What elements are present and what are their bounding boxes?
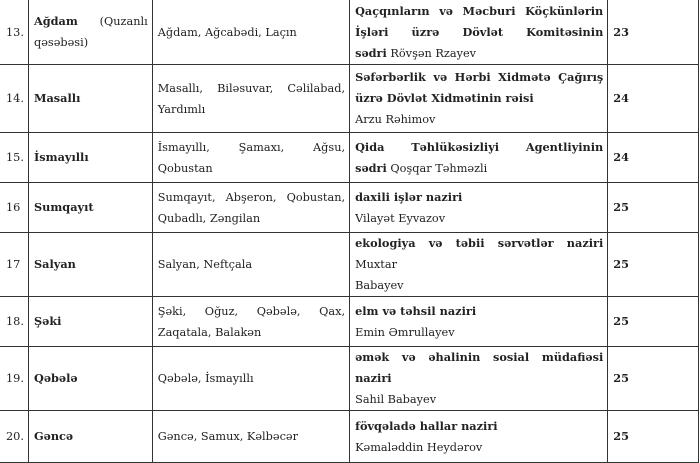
districts-cell — [152, 183, 349, 233]
page-number: 24 — [608, 65, 699, 133]
official-title: üzrə Dövlət Xidmətinin rəisi — [355, 91, 534, 105]
city-name: İsmayıllı — [28, 133, 152, 183]
city-name: Masallı — [28, 65, 152, 133]
city-name: Şəki — [28, 297, 152, 347]
official-title: sədri — [355, 45, 387, 60]
districts-line: Zaqatala, Balakən — [157, 325, 262, 339]
official-cell — [350, 411, 608, 463]
city-name: Salyan — [28, 233, 152, 297]
districts-cell — [152, 297, 349, 347]
official-name: Muxtar — [355, 258, 397, 271]
city-name: Gəncə — [28, 411, 152, 463]
table-row — [0, 347, 699, 411]
official-cell — [350, 133, 608, 183]
official-cell — [350, 0, 608, 65]
table-row — [0, 183, 699, 233]
districts-line: Qubadlı, Zəngilan — [157, 211, 261, 225]
row-number: 15. — [0, 133, 28, 183]
official-name: Babayev — [355, 279, 404, 292]
row-number: 19. — [0, 347, 28, 411]
row-number: 18. — [0, 297, 28, 347]
row-number: 13. — [0, 0, 28, 65]
official-title: İşləri üzrə Dövlət Komitəsinin — [355, 24, 604, 39]
table-row — [0, 233, 699, 297]
table-row — [0, 133, 699, 183]
official-title: fövqəladə hallar naziri — [355, 418, 498, 433]
official-cell — [350, 297, 608, 347]
official-cell — [350, 233, 608, 297]
table-row — [0, 65, 699, 133]
official-name: Rövşən Rzayev — [390, 46, 477, 60]
districts-line: Qobustan — [157, 161, 213, 175]
page-number: 24 — [608, 133, 699, 183]
official-name: Vilayət Eyvazov — [355, 211, 446, 225]
districts-line: Masallı, Biləsuvar, Cəlilabad, — [157, 81, 346, 95]
official-title: ekologiya və təbii sərvətlər naziri — [355, 236, 604, 250]
page-number: 25 — [608, 411, 699, 463]
official-name: Sahil Babayev — [355, 393, 437, 406]
official-title: Qida Təhlükəsizliyi Agentliyinin — [355, 139, 604, 154]
districts-cell — [152, 133, 349, 183]
districts-line: Sumqayıt, Abşeron, Qobustan, — [157, 190, 346, 204]
official-title: daxili işlər naziri — [355, 189, 463, 204]
official-title: Qaçqınların və Məcburi Köçkünlərin — [355, 3, 604, 18]
official-name: Kəmaləddin Heydərov — [355, 440, 483, 454]
page-number: 23 — [608, 0, 699, 65]
page-number: 25 — [608, 297, 699, 347]
districts-cell: Ağdam, Ağcabədi, Laçın — [152, 0, 349, 65]
city-name: Sumqayıt — [28, 183, 152, 233]
official-name: Qoşqar Təhməzli — [390, 161, 488, 175]
districts-cell: Gəncə, Samux, Kəlbəcər — [152, 411, 349, 463]
page-number: 25 — [608, 233, 699, 297]
official-title: əmək və əhalinin sosial müdafiəsi naziri — [355, 350, 604, 385]
table-row — [0, 0, 699, 65]
official-title: elm və təhsil naziri — [355, 303, 477, 318]
official-cell — [350, 347, 608, 411]
page-number: 25 — [608, 347, 699, 411]
official-name: Emin Əmrullayev — [355, 325, 455, 339]
districts-line: Yardımlı — [157, 102, 206, 116]
districts-cell — [152, 65, 349, 133]
city-note: (Quzanlı — [99, 15, 148, 28]
districts-cell: Salyan, Neftçala — [152, 233, 349, 297]
row-number: 16 — [0, 183, 28, 233]
city-cell — [28, 0, 152, 65]
districts-cell: Qəbələ, İsmayıllı — [152, 347, 349, 411]
table-row — [0, 297, 699, 347]
official-cell — [350, 65, 608, 133]
row-number: 14. — [0, 65, 28, 133]
official-name: Arzu Rəhimov — [355, 113, 436, 126]
city-note: qəsəbəsi) — [33, 36, 89, 49]
districts-line: Şəki, Oğuz, Qəbələ, Qax, — [157, 304, 346, 318]
page-number: 25 — [608, 183, 699, 233]
official-title: Səfərbərlik və Hərbi Xidmətə Çağırış — [355, 70, 604, 84]
official-title: sədri — [355, 160, 387, 175]
city-name: Ağdam — [33, 14, 78, 28]
districts-line: İsmayıllı, Şamaxı, Ağsu, — [157, 140, 346, 154]
row-number: 17 — [0, 233, 28, 297]
table-row — [0, 411, 699, 463]
row-number: 20. — [0, 411, 28, 463]
city-name: Qəbələ — [28, 347, 152, 411]
official-cell — [350, 183, 608, 233]
